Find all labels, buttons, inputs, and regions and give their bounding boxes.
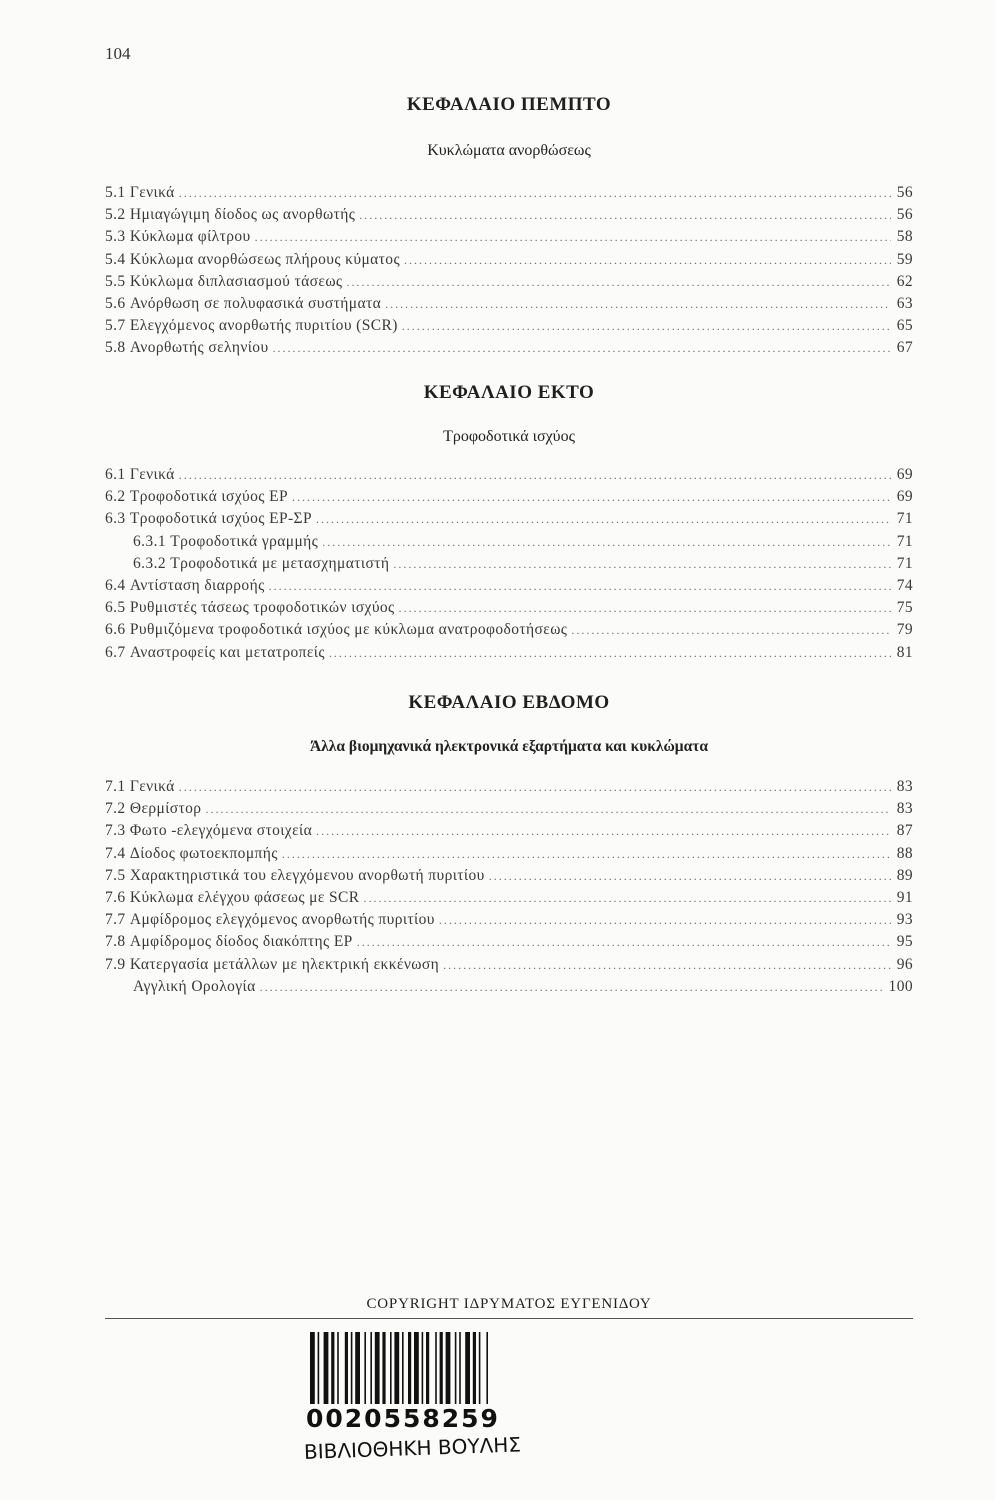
leader-dots <box>322 535 891 550</box>
toc-label: Ημιαγώγιμη δίοδος ως ανορθωτής <box>129 206 356 224</box>
toc-page: 62 <box>896 272 913 290</box>
toc-label: Χαρακτηριστικά του ελεγχόμενου ανορθωτή πυριτίου <box>129 866 485 884</box>
toc-label: Φωτο -ελεγχόμενα στοιχεία <box>129 822 313 840</box>
toc-label: Δίοδος φωτοεκπομπής <box>129 844 278 862</box>
toc-number: 6.1 <box>105 466 126 483</box>
toc-label: Αντίσταση διαρροής <box>129 576 265 594</box>
toc-page: 96 <box>896 955 913 973</box>
toc-entry[interactable] <box>105 228 913 250</box>
leader-dots <box>571 623 891 638</box>
toc-list <box>105 778 913 1000</box>
toc-number: 7.1 <box>105 778 126 795</box>
toc-number: 7.6 <box>105 888 126 906</box>
toc-number: 6.5 <box>105 599 126 617</box>
toc-number: 7.8 <box>105 933 126 951</box>
leader-dots <box>402 319 891 334</box>
toc-entry[interactable] <box>105 273 913 295</box>
toc-label: Κατεργασία μετάλλων με ηλεκτρική εκκένωση <box>129 955 440 973</box>
chapter-six <box>105 382 913 666</box>
leader-dots <box>282 847 891 862</box>
toc-entry[interactable] <box>105 206 913 228</box>
toc-label: Γενικά <box>129 778 175 795</box>
toc-entry[interactable] <box>105 251 913 273</box>
barcode-number: 0020558259 <box>306 1404 500 1433</box>
toc-entry[interactable] <box>105 466 913 488</box>
toc-page: 91 <box>896 888 913 906</box>
toc-entry[interactable] <box>105 533 913 555</box>
footer-divider <box>105 1318 913 1319</box>
toc-label: Κύκλωμα διπλασιασμού τάσεως <box>129 272 343 290</box>
leader-dots <box>269 579 891 594</box>
toc-entry[interactable] <box>105 956 913 978</box>
toc-number: 5.1 <box>105 184 126 201</box>
toc-page: 88 <box>896 844 913 862</box>
toc-label: Τροφοδοτικά ισχύος ΕΡ <box>129 488 288 506</box>
leader-dots <box>359 208 891 223</box>
toc-number: 5.6 <box>105 294 126 312</box>
leader-dots <box>316 512 891 527</box>
toc-page: 100 <box>888 977 913 995</box>
toc-page: 71 <box>896 532 913 550</box>
toc-label: Γενικά <box>129 466 175 483</box>
toc-page: 58 <box>896 228 913 246</box>
toc-page: 71 <box>896 510 913 528</box>
toc-entry[interactable] <box>105 911 913 933</box>
toc-entry[interactable] <box>105 867 913 889</box>
toc-page: 71 <box>896 554 913 572</box>
chapter-title: ΚΕΦΑΛΑΙΟ ΠΕΜΠΤΟ <box>406 94 612 115</box>
toc-entry[interactable] <box>105 889 913 911</box>
leader-dots <box>393 557 891 572</box>
chapter-seven <box>105 692 913 1000</box>
toc-entry[interactable] <box>105 621 913 643</box>
toc-label: Τροφοδοτικά γραμμής <box>170 532 319 550</box>
chapter-five <box>105 94 913 362</box>
toc-number: 7.2 <box>105 800 126 818</box>
toc-number: 7.5 <box>105 866 126 884</box>
toc-label: Ανόρθωση σε πολυφασικά συστήματα <box>129 294 382 312</box>
toc-entry[interactable] <box>105 555 913 577</box>
toc-entry[interactable] <box>105 778 913 800</box>
toc-page: 87 <box>896 822 913 840</box>
toc-page: 93 <box>896 911 913 929</box>
leader-dots <box>399 601 891 616</box>
toc-number: 5.8 <box>105 339 126 357</box>
toc-number: 7.7 <box>105 911 126 929</box>
leader-dots <box>205 802 891 817</box>
toc-page: 69 <box>896 466 913 483</box>
toc-page: 75 <box>896 599 913 617</box>
toc-label: Τροφοδοτικά με μετασχηματιστή <box>170 554 390 572</box>
toc-page: 59 <box>896 250 913 268</box>
leader-dots <box>292 490 891 505</box>
chapter-title: ΚΕΦΑΛΑΙΟ ΕΒΔΟΜΟ <box>408 692 610 713</box>
toc-page: 63 <box>896 294 913 312</box>
toc-entry[interactable] <box>105 488 913 510</box>
toc-number: 6.2 <box>105 488 126 506</box>
toc-entry[interactable] <box>105 644 913 666</box>
leader-dots <box>364 891 891 906</box>
toc-number: 7.9 <box>105 955 126 973</box>
chapter-subtitle: Άλλα βιομηχανικά ηλεκτρονικά εξαρτήματα και κυκλώματα <box>309 738 709 755</box>
toc-entry[interactable] <box>105 339 913 361</box>
chapter-subtitle: Τροφοδοτικά ισχύος <box>443 428 575 445</box>
toc-entry[interactable] <box>105 184 913 206</box>
toc-entry[interactable] <box>105 510 913 532</box>
toc-page: 81 <box>896 643 913 661</box>
leader-dots <box>179 780 891 795</box>
toc-number: 6.3.1 <box>133 532 166 550</box>
toc-number: 7.4 <box>105 844 126 862</box>
leader-dots <box>439 913 891 928</box>
toc-entry[interactable] <box>105 577 913 599</box>
toc-entry[interactable] <box>105 845 913 867</box>
toc-number: 5.4 <box>105 250 126 268</box>
toc-label: Ανορθωτής σεληνίου <box>129 339 269 357</box>
toc-label: Γενικά <box>129 184 175 201</box>
leader-dots <box>255 230 891 245</box>
toc-page: 74 <box>896 576 913 594</box>
toc-entry[interactable] <box>105 978 913 1000</box>
leader-dots <box>346 275 891 290</box>
leader-dots <box>404 253 891 268</box>
toc-label: Ρυθμιζόμενα τροφοδοτικά ισχύος με κύκλωμα ανατροφοδοτήσεως <box>129 621 568 639</box>
toc-list <box>105 466 913 666</box>
barcode-icon <box>308 1332 523 1404</box>
toc-page: 69 <box>896 488 913 506</box>
toc-number: 6.4 <box>105 576 126 594</box>
leader-dots <box>260 980 885 995</box>
toc-label: Ελεγχόμενος ανορθωτής πυριτίου (SCR) <box>129 317 398 335</box>
toc-entry[interactable] <box>105 317 913 339</box>
copyright-notice: COPYRIGHT ΙΔΡΥΜΑΤΟΣ ΕΥΓΕΝΙΔΟΥ <box>366 1296 652 1312</box>
toc-label: Ρυθμιστές τάσεως τροφοδοτικών ισχύος <box>129 599 395 617</box>
chapter-title: ΚΕΦΑΛΑΙΟ ΕΚΤΟ <box>423 382 595 403</box>
leader-dots <box>489 869 891 884</box>
leader-dots <box>385 297 891 312</box>
toc-page: 65 <box>896 317 913 335</box>
leader-dots <box>357 935 891 950</box>
toc-number: 7.3 <box>105 822 126 840</box>
toc-page: 67 <box>896 339 913 357</box>
leader-dots <box>329 646 891 661</box>
leader-dots <box>179 186 891 201</box>
toc-label: Κύκλωμα ελέγχου φάσεως με SCR <box>129 888 360 906</box>
leader-dots <box>273 341 891 356</box>
toc-entry[interactable] <box>105 800 913 822</box>
toc-label: Τροφοδοτικά ισχύος ΕΡ-ΣΡ <box>129 510 312 528</box>
toc-page: 56 <box>896 184 913 201</box>
toc-entry[interactable] <box>105 599 913 621</box>
toc-number: 6.3.2 <box>133 554 166 572</box>
toc-label: Κύκλωμα ανορθώσεως πλήρους κύματος <box>129 250 400 268</box>
toc-entry[interactable] <box>105 933 913 955</box>
leader-dots <box>443 958 891 973</box>
toc-label: Αμφίδρομος ελεγχόμενος ανορθωτής πυριτίου <box>129 911 435 929</box>
toc-page: 56 <box>896 206 913 224</box>
toc-page: 83 <box>896 778 913 795</box>
toc-label: Αμφίδρομος δίοδος διακόπτης ΕΡ <box>129 933 353 951</box>
toc-number: 5.7 <box>105 317 126 335</box>
toc-label: Αναστροφείς και μετατροπείς <box>129 643 325 661</box>
toc-entry[interactable] <box>105 295 913 317</box>
toc-label: Θερμίστορ <box>129 800 202 818</box>
toc-page: 95 <box>896 933 913 951</box>
toc-page: 83 <box>896 800 913 818</box>
toc-label: Αγγλική Ορολογία <box>133 977 256 995</box>
toc-entry[interactable] <box>105 822 913 844</box>
toc-number: 6.7 <box>105 643 126 661</box>
toc-page: 79 <box>896 621 913 639</box>
toc-page: 89 <box>896 866 913 884</box>
leader-dots <box>179 468 891 483</box>
toc-number: 6.3 <box>105 510 126 528</box>
toc-number: 5.5 <box>105 272 126 290</box>
toc-number: 6.6 <box>105 621 126 639</box>
page-number: 104 <box>105 44 131 63</box>
toc-number: 5.3 <box>105 228 126 246</box>
library-stamp: ΒΙΒΛΙΟΘΗΚΗ ΒΟΥΛΗΣ <box>303 1432 522 1464</box>
leader-dots <box>316 824 891 839</box>
toc-list <box>105 184 913 362</box>
toc-label: Κύκλωμα φίλτρου <box>129 228 251 246</box>
toc-number: 5.2 <box>105 206 126 224</box>
chapter-subtitle: Κυκλώματα ανορθώσεως <box>427 142 591 159</box>
